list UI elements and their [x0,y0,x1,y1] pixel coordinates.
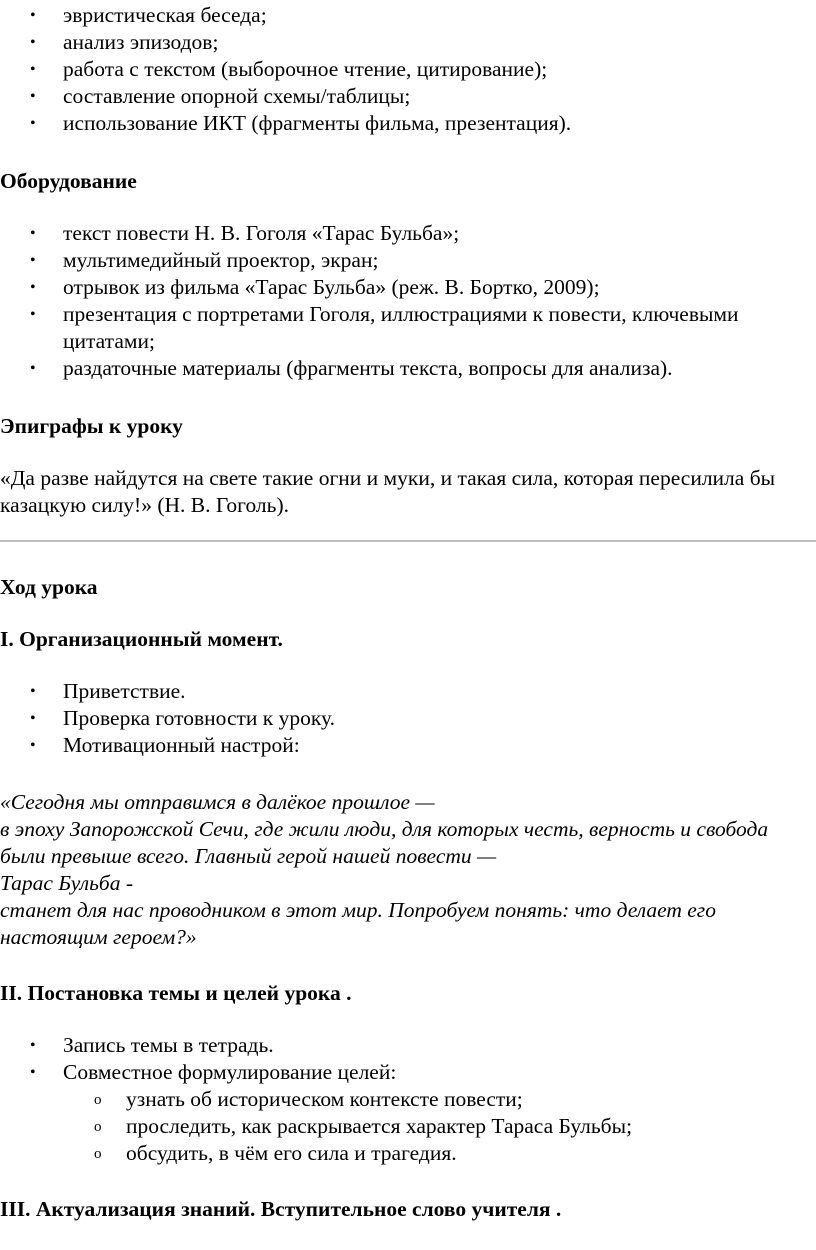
sub-list-item: o проследить, как раскрывается характер Тараса Бульбы; [0,1113,816,1140]
quote-line: станет для нас проводником в этот мир. Попробуем понять: что делает его настоящим героем?» [0,898,716,949]
section-divider [0,540,816,542]
sub-list-item: o обсудить, в чём его сила и трагедия. [0,1140,816,1167]
list-item: • Мотивационный настрой: [0,732,816,759]
list-item: • отрывок из фильма «Тарас Бульба» (реж. В. Бортко, 2009); [0,274,816,301]
list-item: • составление опорной схемы/таблицы; [0,83,816,110]
section1-list [0,678,816,759]
list-item: • Проверка готовности к уроку. [0,705,816,732]
list-item: • Приветствие. [0,678,816,705]
list-item: • раздаточные материалы (фрагменты текста, вопросы для анализа). [0,355,816,382]
list-item: • текст повести Н. В. Гоголя «Тарас Бульба»; [0,220,816,247]
list-item [0,1059,816,1086]
section2-heading: II. Постановка темы и целей урока . [0,981,352,1005]
list-item: • анализ эпизодов; [0,29,816,56]
section1-heading: I. Организационный момент. [0,627,283,651]
list-item: • эвристическая беседа; [0,2,816,29]
sub-list-item: o узнать об историческом контексте повести; [0,1086,816,1113]
list-item: • использование ИКТ (фрагменты фильма, презентация). [0,110,816,137]
list-item: • работа с текстом (выборочное чтение, цитирование); [0,56,816,83]
equipment-list [0,220,816,382]
lesson-heading: Ход урока [0,575,98,599]
methods-list [0,2,816,137]
epigraph-text: «Да разве найдутся на свете такие огни и муки, и такая сила, которая пересилила бы казацкую силу!» (Н. В. Гоголь). [0,466,776,517]
section2-sublist [0,1086,816,1167]
quote-line: «Сегодня мы отправимся в далёкое прошлое — [0,790,435,814]
list-item-label: Совместное формулирование целей: [63,1060,397,1084]
quote-line: в эпоху Запорожской Сечи, где жили люди, для которых честь, верность и свобода были превыше всего. Главный герой нашей повести — [0,817,769,868]
epigraph-heading: Эпиграфы к уроку [0,414,183,438]
list-item: • Запись темы в тетрадь. [0,1032,816,1059]
section3-heading: III. Актуализация знаний. Вступительное слово учителя . [0,1197,562,1221]
list-item: • презентация с портретами Гоголя, иллюстрациями к повести, ключевыми цитатами; [0,301,816,355]
list-item: • мультимедийный проектор, экран; [0,247,816,274]
equipment-heading: Оборудование [0,169,137,193]
motivation-quote [0,789,812,951]
section2-list [0,1032,816,1086]
quote-line: Тарас Бульба - [0,871,133,895]
